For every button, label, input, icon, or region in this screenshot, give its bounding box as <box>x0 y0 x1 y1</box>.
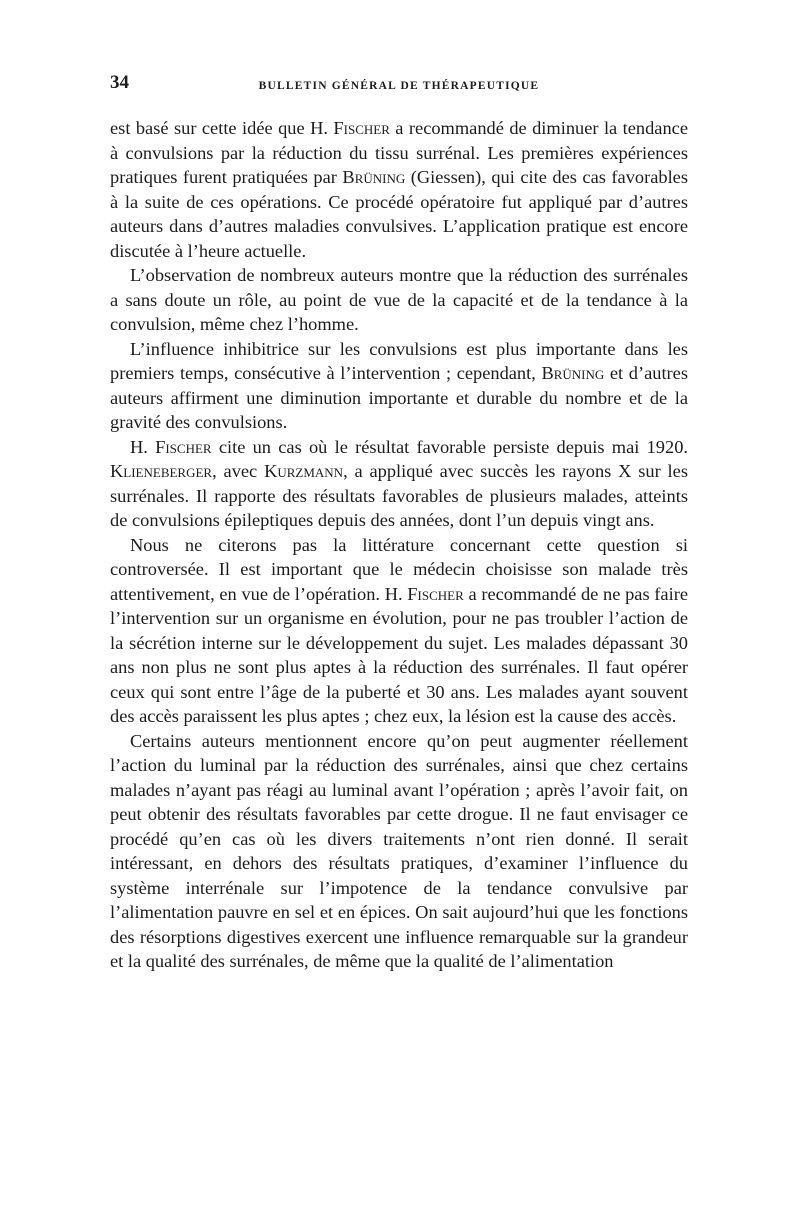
text-run: est basé sur cette idée que H. <box>110 118 334 138</box>
paragraph <box>110 435 688 533</box>
page-number: 34 <box>110 72 129 93</box>
text-run: Certains auteurs mentionnent encore qu’on peut augmenter réellement l’action du luminal par la réduction des surrénales, ainsi que chez certains malades n’ayant pas réagi au luminal avant l’opération ; après l’avoir fait, on peut obtenir des résultats favorables par cette drogue. Il ne faut envisager ce procédé qu’en cas où les divers traitements n’ont rien donné. Il serait intéressant, en dehors des résultats pratiques, d’examiner l’influence du système interrénale sur l’impotence de la tendance convulsive par l’alimentation pauvre en sel et en épices. On sait aujourd’hui que les fonctions des résorptions digestives exercent une influence remarquable sur la grandeur et la qualité des surrénales, de même que la qualité de l’alimentation <box>110 730 688 971</box>
text-run: L’influence inhibitrice sur les convulsions est plus importante dans les premiers temps, consécutive à l’intervention ; cependant, <box>110 338 688 383</box>
text-run: a recommandé de diminuer la tendance à convulsions par la réduction du tissu surrénal. Les premières expériences pratiques furent pratiquées par <box>110 118 688 187</box>
author-name: Brüning <box>541 363 605 383</box>
paragraph <box>110 116 688 263</box>
paragraph <box>110 533 688 729</box>
author-name: Kurzmann <box>264 461 344 481</box>
author-name: Brüning <box>342 167 406 187</box>
paragraph <box>110 263 688 337</box>
journal-title: BULLETIN GÉNÉRAL DE THÉRAPEUTIQUE <box>258 80 540 92</box>
text-run: L’observation de nombreux auteurs montre que la réduction des surrénales a sans doute un rôle, au point de vue de la capacité et de la tendance à la convulsion, même chez l’homme. <box>110 265 688 334</box>
author-name: Fischer <box>333 118 390 138</box>
author-name: Fischer <box>407 583 464 604</box>
text-run: et d’autres auteurs affirment une diminution importante et durable du nombre et de la gravité des convulsions. <box>110 363 689 432</box>
author-name: Fischer <box>155 436 212 457</box>
text-run: , avec <box>212 461 265 481</box>
text-run: (Giessen), qui cite des cas favorables à la suite de ces opérations. Ce procédé opératoire fut appliqué par d’autres auteurs dans d’autres maladies convulsives. L’application pratique est encore discutée à l’heure actuelle. <box>110 167 688 261</box>
paragraph <box>110 337 688 435</box>
text-run: H. <box>130 436 156 457</box>
text-run: , a appliqué avec succès les rayons X sur les surrénales. Il rapporte des résultats favorables de plusieurs malades, atteints de convulsions épileptiques depuis des années, dont l’un depuis vingt ans. <box>110 461 688 530</box>
author-name: Klieneberger <box>110 461 213 481</box>
text-run: Nous ne citerons pas la littérature concernant cette question si controversée. Il est important que le médecin choisisse son malade très attentivement, en vue de l’opération. H. <box>110 534 688 604</box>
paragraph <box>110 729 688 974</box>
body-text <box>110 116 688 974</box>
document-page <box>110 72 688 974</box>
text-run: a recommandé de ne pas faire l’intervention sur un organisme en évolution, pour ne pas troubler l’action de la sécrétion interne sur le développement du sujet. Les malades dépassant 30 ans non plus ne sont plus aptes à la réduction des surrénales. Il faut opérer ceux qui sont entre l’âge de la puberté et 30 ans. Les malades ayant souvent des accès paraissent les plus aptes ; chez eux, la lésion est la cause des accès. <box>110 583 688 726</box>
text-run: cite un cas où le résultat favorable persiste depuis mai 1920. <box>211 436 688 457</box>
running-head <box>110 72 688 98</box>
